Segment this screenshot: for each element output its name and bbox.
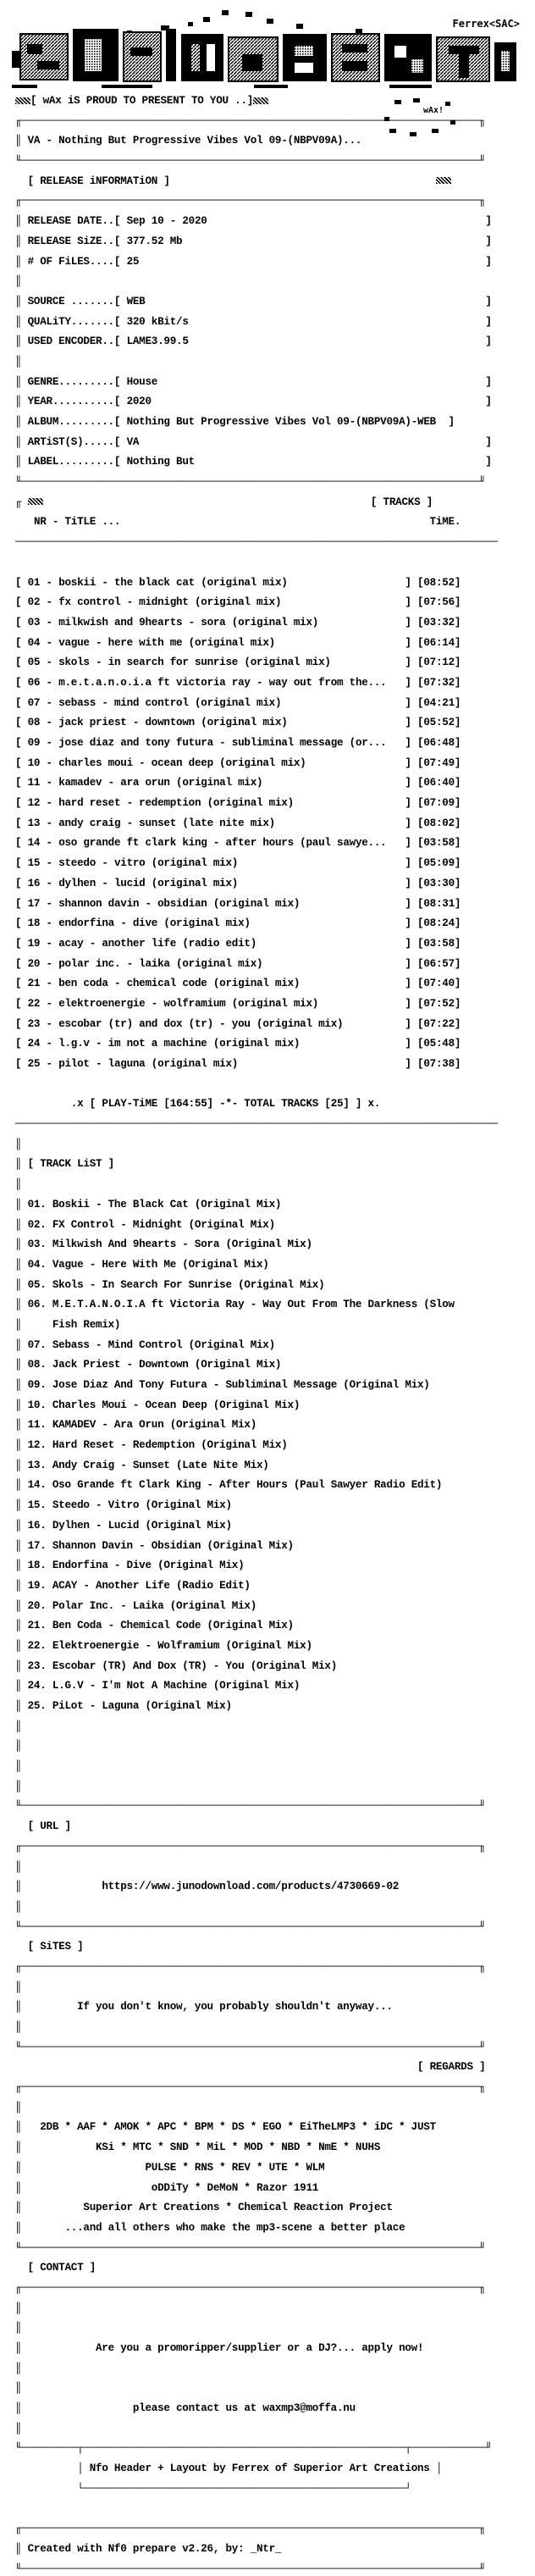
nfo-document <box>15 97 498 2574</box>
track-number: 20 <box>27 957 41 970</box>
created-top-border: ╓──────────────────────────────────────────────────────────────────────────╖ <box>15 2523 486 2535</box>
track-title: milkwish and 9hearts - sora (original mix) <box>58 616 319 629</box>
tracklist-item: ║ 06. M.E.T.A.N.O.I.A ft Victoria Ray - Way Out From The Darkness (Slow <box>15 1299 455 1311</box>
info-encoder: ║ USED ENCODER..[ LAME3.99.5 ] <box>15 335 492 348</box>
section-spacer: ║ <box>15 2362 22 2374</box>
track-title: acay - another life (radio edit) <box>58 937 257 950</box>
label-value: Nothing But <box>126 456 195 468</box>
regards-group: ...and all others who make the mp3-scene a better place <box>64 2221 405 2234</box>
section-spacer: ║ <box>15 1720 22 1732</box>
track-number: 14 <box>27 837 41 850</box>
tracklist-item: ║ 09. Jose Diaz And Tony Futura - Subliminal Message (Original Mix) <box>15 1379 430 1391</box>
track-list-heading: TRACK LiST <box>40 1158 102 1171</box>
info-artist: ║ ARTiST(S).....[ VA ] <box>15 435 492 448</box>
tracks-header: ╓ [ TRACKS ] <box>15 496 433 508</box>
tracklist-bottom-border: ╙──────────────────────────────────────────────────────────────────────────╜ <box>15 1800 486 1813</box>
regards-line: ║ Superior Art Creations * Chemical Reaction Project <box>15 2202 393 2214</box>
track-time: 05:52 <box>423 717 455 729</box>
tracklist-entry: 03. Milkwish And 9hearts - Sora (Original Mix) <box>27 1238 312 1251</box>
section-spacer: ║ <box>15 1900 22 1913</box>
track-number: 08 <box>27 717 41 729</box>
track-number: 03 <box>27 616 41 629</box>
tracklist-entry: 25. PiLot - Laguna (Original Mix) <box>27 1700 232 1712</box>
tracklist-item: ║ 14. Oso Grande ft Clark King - After Hours (Paul Sawyer Radio Edit) <box>15 1479 443 1492</box>
tracklist-item: ║ 01. Boskii - The Black Cat (Original Mix) <box>15 1198 282 1210</box>
section-spacer: ║ <box>15 1760 22 1773</box>
track-time: 03:32 <box>423 616 455 629</box>
track-row: [ 03 - milkwish and 9hearts - sora (original mix) ] [03:32] <box>15 616 461 629</box>
track-number: 15 <box>27 857 41 870</box>
info-release-size: ║ RELEASE SiZE..[ 377.52 Mb ] <box>15 235 492 247</box>
track-row: [ 08 - jack priest - downtown (original mix) ] [05:52] <box>15 717 461 729</box>
tracklist-item: ║ 19. ACAY - Another Life (Radio Edit) <box>15 1579 251 1592</box>
track-row: [ 22 - elektroenergie - wolframium (original mix) ] [07:52] <box>15 997 461 1010</box>
track-time: 06:57 <box>423 957 455 970</box>
tracklist-item: ║ 02. FX Control - Midnight (Original Mix) <box>15 1218 275 1231</box>
track-time: 07:22 <box>423 1017 455 1030</box>
track-time: 07:40 <box>423 978 455 990</box>
tracklist-item: ║ 20. Polar Inc. - Laika (Original Mix) <box>15 1599 257 1612</box>
tracklist-entry: 21. Ben Coda - Chemical Code (Original Mix) <box>27 1620 294 1632</box>
release-title-line: ║ VA - Nothing But Progressive Vibes Vol 09-(NBPV09A)... <box>15 135 362 147</box>
regards-header: [ REGARDS ] <box>15 2061 486 2074</box>
tracklist-item: ║ 16. Dylhen - Lucid (Original Mix) <box>15 1519 232 1532</box>
track-time: 07:32 <box>423 676 455 689</box>
tracklist-entry: 08. Jack Priest - Downtown (Original Mix) <box>27 1359 282 1371</box>
info-release-date: ║ RELEASE DATE..[ Sep 10 - 2020 ] <box>15 215 492 228</box>
track-title: escobar (tr) and dox (tr) - you (original mix) <box>58 1017 344 1030</box>
track-time: 08:02 <box>423 817 455 829</box>
track-number: 23 <box>27 1017 41 1030</box>
regards-bottom-border: ╙──────────────────────────────────────────────────────────────────────────╜ <box>15 2241 486 2254</box>
track-title: boskii - the black cat (original mix) <box>58 576 288 589</box>
track-row: [ 14 - oso grande ft clark king - after hours (paul sawye... ] [03:58] <box>15 837 461 850</box>
release-url[interactable]: https://www.junodownload.com/products/4730669-02 <box>102 1881 400 1893</box>
section-spacer: ║ <box>15 2021 22 2033</box>
tracks-top-border: ────────────────────────────────────────────────────────────────────────────── <box>15 536 498 549</box>
tracklist-item: ║ 18. Endorfina - Dive (Original Mix) <box>15 1559 245 1572</box>
tracklist-item: ║ 05. Skols - In Search For Sunrise (Original Mix) <box>15 1278 325 1291</box>
tracklist-entry: 07. Sebass - Mind Control (Original Mix) <box>27 1338 275 1351</box>
tracks-column-header <box>15 518 498 528</box>
tracklist-entry: 09. Jose Diaz And Tony Futura - Subliminal Message (Original Mix) <box>27 1379 430 1391</box>
track-time: 06:14 <box>423 636 455 649</box>
track-time: 07:12 <box>423 656 455 669</box>
track-row: [ 06 - m.e.t.a.n.o.i.a ft victoria ray - way out from the... ] [07:32] <box>15 676 461 689</box>
section-spacer: ║ <box>15 2101 22 2113</box>
track-row: [ 05 - skols - in search for sunrise (original mix) ] [07:12] <box>15 656 461 669</box>
section-spacer: ║ <box>15 1980 22 1993</box>
track-number: 01 <box>27 576 41 589</box>
section-spacer: ║ <box>15 1860 22 1873</box>
track-row: [ 18 - endorfina - dive (original mix) ] [08:24] <box>15 917 461 930</box>
tracks-bottom-border: ────────────────────────────────────────────────────────────────────────────── <box>15 1118 498 1131</box>
created-line: ║ Created with Nf0 prepare v2.26, by: _Ntr_ <box>15 2542 282 2555</box>
tracklist-entry: 16. Dylhen - Lucid (Original Mix) <box>27 1519 232 1532</box>
track-number: 21 <box>27 978 41 990</box>
playtime-line <box>15 1100 498 1110</box>
info-files: ║ # OF FiLES....[ 25 ] <box>15 255 492 268</box>
track-time: 08:24 <box>423 917 455 930</box>
track-title: endorfina - dive (original mix) <box>58 917 251 930</box>
tracklist-entry: 01. Boskii - The Black Cat (Original Mix) <box>27 1198 282 1210</box>
tracklist-item: ║ 10. Charles Moui - Ocean Deep (Original Mix) <box>15 1399 301 1411</box>
tracklist-entry: 06. M.E.T.A.N.O.I.A ft Victoria Ray - Way Out From The Darkness (Slow <box>27 1299 455 1311</box>
track-time: 04:21 <box>423 696 455 709</box>
created-bottom-border: ╙──────────────────────────────────────────────────────────────────────────╜ <box>15 2562 486 2575</box>
regards-top-border: ╓──────────────────────────────────────────────────────────────────────────╖ <box>15 2081 486 2094</box>
url-bottom-border: ╙──────────────────────────────────────────────────────────────────────────╜ <box>15 1920 486 1933</box>
track-title: l.g.v - im not a machine (original mix) <box>58 1038 301 1050</box>
footer-credit: Nfo Header + Layout by Ferrex of Superior Art Creations <box>89 2462 430 2475</box>
track-number: 07 <box>27 696 41 709</box>
wax-badge: wAx! <box>423 106 444 115</box>
tracklist-entry: 10. Charles Moui - Ocean Deep (Original Mix) <box>27 1399 301 1411</box>
track-time: 06:48 <box>423 737 455 749</box>
tracklist-entry: 23. Escobar (TR) And Dox (TR) - You (Original Mix) <box>27 1659 337 1672</box>
track-number: 10 <box>27 756 41 769</box>
tracklist-item: ║ 21. Ben Coda - Chemical Code (Original Mix) <box>15 1620 294 1632</box>
track-title: oso grande ft clark king - after hours (paul sawye... <box>58 837 387 850</box>
tracklist-item: ║ 13. Andy Craig - Sunset (Late Nite Mix) <box>15 1459 269 1471</box>
track-time: 08:52 <box>423 576 455 589</box>
tracklist-entry: 19. ACAY - Another Life (Radio Edit) <box>27 1579 251 1592</box>
sites-text: If you don't know, you probably shouldn't anyway... <box>77 2001 393 2014</box>
tracklist-entry: 11. KAMADEV - Ara Orun (Original Mix) <box>27 1419 257 1432</box>
track-row: [ 21 - ben coda - chemical code (original mix) ] [07:40] <box>15 978 461 990</box>
tracklist-item: ║ 25. PiLot - Laguna (Original Mix) <box>15 1700 232 1712</box>
track-row: [ 07 - sebass - mind control (original mix) ] [04:21] <box>15 696 461 709</box>
files-count-value: 25 <box>126 255 140 268</box>
url-heading: URL <box>40 1820 59 1833</box>
track-row: [ 12 - hard reset - redemption (original mix) ] [07:09] <box>15 797 461 810</box>
track-row: [ 23 - escobar (tr) and dox (tr) - you (original mix) ] [07:22] <box>15 1017 461 1030</box>
hatch-block-icon <box>15 97 30 104</box>
track-time: 05:09 <box>423 857 455 870</box>
track-number: 11 <box>27 777 41 789</box>
track-row: [ 20 - polar inc. - laika (original mix) ] [06:57] <box>15 957 461 970</box>
track-row: [ 19 - acay - another life (radio edit) ] [03:58] <box>15 937 461 950</box>
tracklist-entry: 14. Oso Grande ft Clark King - After Hours (Paul Sawyer Radio Edit) <box>27 1479 443 1492</box>
hatch-block-icon <box>253 97 268 104</box>
section-spacer <box>15 2505 498 2515</box>
track-number: 04 <box>27 636 41 649</box>
contact-header: [ CONTACT ] <box>15 2262 97 2274</box>
track-title: elektroenergie - wolframium (original mix) <box>58 997 319 1010</box>
tracks-spacer <box>15 558 498 568</box>
track-title: jack priest - downtown (original mix) <box>58 717 288 729</box>
release-info-header: [ RELEASE iNFORMATiON ] <box>15 177 498 187</box>
track-time: 03:30 <box>423 877 455 889</box>
release-title: VA - Nothing But Progressive Vibes Vol 09-(NBPV09A)... <box>27 135 362 147</box>
section-spacer: ║ <box>15 2302 22 2314</box>
created-with: Created with Nf0 prepare v2.26, by: _Ntr_ <box>27 2542 282 2555</box>
track-time: 06:40 <box>423 777 455 789</box>
source-value: WEB <box>126 295 146 307</box>
tracklist-entry: 12. Hard Reset - Redemption (Original Mix) <box>27 1439 288 1452</box>
info-genre: ║ GENRE.........[ House ] <box>15 375 492 388</box>
proud-line: [ wAx iS PROUD TO PRESENT TO YOU ..] <box>15 97 498 107</box>
url-top-border: ╓──────────────────────────────────────────────────────────────────────────╖ <box>15 1840 486 1853</box>
track-number: 13 <box>27 817 41 829</box>
regards-group: PULSE * RNS * REV * UTE * WLM <box>145 2161 325 2174</box>
track-title: charles moui - ocean deep (original mix) <box>58 756 306 769</box>
tracklist-entry: 17. Shannon Davin - Obsidian (Original Mix) <box>27 1539 294 1552</box>
nr-title-column: NR - TiTLE ... <box>33 516 121 529</box>
footer-credit-line: │ Nfo Header + Layout by Ferrex of Superior Art Creations │ <box>15 2462 443 2475</box>
hatch-block-icon <box>28 498 43 505</box>
track-row: [ 25 - pilot - laguna (original mix) ] [07:38] <box>15 1058 461 1070</box>
track-title: fx control - midnight (original mix) <box>58 596 282 609</box>
genre-value: House <box>126 375 158 388</box>
tracklist-entry: 05. Skols - In Search For Sunrise (Original Mix) <box>27 1278 325 1291</box>
track-title: steedo - vitro (original mix) <box>58 857 239 870</box>
track-time: 07:49 <box>423 756 455 769</box>
track-title: hard reset - redemption (original mix) <box>58 797 294 810</box>
release-size-value: 377.52 Mb <box>126 235 183 247</box>
tracklist-item: ║ 17. Shannon Davin - Obsidian (Original Mix) <box>15 1539 294 1552</box>
tracks-spacer <box>15 1080 498 1090</box>
contact-top-border: ╓──────────────────────────────────────────────────────────────────────────╖ <box>15 2281 486 2294</box>
track-title: skols - in search for sunrise (original mix) <box>58 656 331 669</box>
track-number: 06 <box>27 676 41 689</box>
track-time: 05:48 <box>423 1038 455 1050</box>
track-number: 05 <box>27 656 41 669</box>
track-title: andy craig - sunset (late nite mix) <box>58 817 275 829</box>
info-label: ║ LABEL.........[ Nothing But ] <box>15 456 492 468</box>
proud-text: wAx iS PROUD TO PRESENT TO YOU .. <box>42 95 247 107</box>
track-number: 22 <box>27 997 41 1010</box>
contact-apply-text: Are you a promoripper/supplier or a DJ?... apply now! <box>96 2342 424 2354</box>
tracklist-item: ║ 23. Escobar (TR) And Dox (TR) - You (Original Mix) <box>15 1659 337 1672</box>
track-title: jose diaz and tony futura - subliminal message (or... <box>58 737 387 749</box>
track-row: [ 01 - boskii - the black cat (original mix) ] [08:52] <box>15 576 461 589</box>
track-row: [ 10 - charles moui - ocean deep (original mix) ] [07:49] <box>15 756 461 769</box>
url-header: [ URL ] <box>15 1820 71 1833</box>
info-bottom-border: ╙──────────────────────────────────────────────────────────────────────────╜ <box>15 476 486 489</box>
info-spacer: ║ <box>15 355 22 368</box>
title-border: ╓──────────────────────────────────────────────────────────────────────────╖ <box>15 114 486 127</box>
section-spacer: ║ <box>15 1780 22 1792</box>
section-spacer: ║ <box>15 2382 22 2395</box>
time-column: TiME. <box>429 516 461 529</box>
track-number: 19 <box>27 937 41 950</box>
track-row: [ 16 - dylhen - lucid (original mix) ] [03:30] <box>15 877 461 889</box>
playtime-summary: .x [ PLAY-TiME [164:55] -*- TOTAL TRACKS [25] ] x. <box>70 1098 381 1111</box>
tracklist-entry: 02. FX Control - Midnight (Original Mix) <box>27 1218 275 1231</box>
section-spacer: ║ <box>15 1138 22 1150</box>
contact-email-text: please contact us at waxmp3@moffa.nu <box>132 2402 356 2415</box>
track-row: [ 04 - vague - here with me (original mix) ] [06:14] <box>15 636 461 649</box>
contact-line-1: ║ Are you a promoripper/supplier or a DJ?... apply now! <box>15 2342 424 2354</box>
track-row: [ 15 - steedo - vitro (original mix) ] [05:09] <box>15 857 461 870</box>
encoder-value: LAME3.99.5 <box>126 335 189 348</box>
tracklist-item: ║ 11. KAMADEV - Ara Orun (Original Mix) <box>15 1419 257 1432</box>
track-number: 02 <box>27 596 41 609</box>
track-number: 24 <box>27 1038 41 1050</box>
quality-value: 320 kBit/s <box>126 315 189 328</box>
track-time: 03:58 <box>423 937 455 950</box>
tracklist-item: ║ 12. Hard Reset - Redemption (Original Mix) <box>15 1439 288 1452</box>
track-title: kamadev - ara orun (original mix) <box>58 777 263 789</box>
track-row: [ 11 - kamadev - ara orun (original mix) ] [06:40] <box>15 777 461 789</box>
tracklist-entry: 18. Endorfina - Dive (Original Mix) <box>27 1559 245 1572</box>
section-spacer: ║ <box>15 2422 22 2435</box>
sites-top-border: ╓──────────────────────────────────────────────────────────────────────────╖ <box>15 1960 486 1973</box>
track-row: [ 24 - l.g.v - im not a machine (original mix) ] [05:48] <box>15 1038 461 1050</box>
tracklist-item: ║ 07. Sebass - Mind Control (Original Mix) <box>15 1338 275 1351</box>
footer-credit-border: └────────────────────────────────────────────────────┘ <box>15 2482 411 2495</box>
tracklist-entry: 15. Steedo - Vitro (Original Mix) <box>27 1499 232 1512</box>
tracklist-entry: 24. L.G.V - I'm Not A Machine (Original Mix) <box>27 1680 301 1692</box>
track-time: 07:56 <box>423 596 455 609</box>
track-row: [ 02 - fx control - midnight (original mix) ] [07:56] <box>15 596 461 609</box>
track-row: [ 13 - andy craig - sunset (late nite mix) ] [08:02] <box>15 817 461 829</box>
track-number: 17 <box>27 897 41 910</box>
tracklist-item: ║ 22. Elektroenergie - Wolframium (Original Mix) <box>15 1639 312 1652</box>
track-title: sebass - mind control (original mix) <box>58 696 282 709</box>
section-spacer: ║ <box>15 1178 22 1191</box>
track-number: 12 <box>27 797 41 810</box>
regards-group: Superior Art Creations * Chemical Reaction Project <box>83 2202 393 2214</box>
ascii-art-credit: Ferrex<SAC> <box>452 18 520 30</box>
track-time: 03:58 <box>423 837 455 850</box>
info-quality: ║ QUALiTY.......[ 320 kBit/s ] <box>15 315 492 328</box>
info-spacer: ║ <box>15 275 22 288</box>
info-source: ║ SOURCE .......[ WEB ] <box>15 295 492 307</box>
info-album: ║ ALBUM.........[ Nothing But Progressive Vibes Vol 09-(NBPV09A)-WEB ] <box>15 416 455 428</box>
sites-bottom-border: ╙──────────────────────────────────────────────────────────────────────────╜ <box>15 2041 486 2053</box>
regards-group: oDDiTy * DeMoN * Razor 1911 <box>151 2181 319 2194</box>
year-value: 2020 <box>126 396 152 408</box>
track-row: [ 17 - shannon davin - obsidian (original mix) ] [08:31] <box>15 897 461 910</box>
regards-line: ║ ...and all others who make the mp3-scene a better place <box>15 2221 405 2234</box>
track-time: 07:09 <box>423 797 455 810</box>
track-list-header: ║ [ TRACK LiST ] <box>15 1158 114 1171</box>
release-date-value: Sep 10 - 2020 <box>126 215 207 228</box>
url-line: ║ https://www.junodownload.com/products/4730669-02 <box>15 1881 400 1893</box>
sites-line: ║ If you don't know, you probably shouldn't anyway... <box>15 2001 393 2014</box>
info-year: ║ YEAR..........[ 2020 ] <box>15 396 492 408</box>
contact-line-2: ║ please contact us at waxmp3@moffa.nu <box>15 2402 356 2415</box>
regards-line: ║ PULSE * RNS * REV * UTE * WLM <box>15 2161 325 2174</box>
album-value: Nothing But Progressive Vibes Vol 09-(NBPV09A)-WEB <box>126 416 436 428</box>
track-title: shannon davin - obsidian (original mix) <box>58 897 301 910</box>
regards-heading: REGARDS <box>429 2061 473 2074</box>
regards-group: 2DB * AAF * AMOK * APC * BPM * DS * EGO * EiTheLMP3 * iDC * JUST <box>40 2121 436 2134</box>
regards-line: ║ 2DB * AAF * AMOK * APC * BPM * DS * EGO * EiTheLMP3 * iDC * JUST <box>15 2121 436 2134</box>
tracklist-entry: 20. Polar Inc. - Laika (Original Mix) <box>27 1599 257 1612</box>
sites-header: [ SiTES ] <box>15 1941 84 1953</box>
track-time: 07:52 <box>423 997 455 1010</box>
tracklist-item: ║ 15. Steedo - Vitro (Original Mix) <box>15 1499 232 1512</box>
track-number: 09 <box>27 737 41 749</box>
sites-heading: SiTES <box>40 1941 71 1953</box>
tracklist-entry: 13. Andy Craig - Sunset (Late Nite Mix) <box>27 1459 269 1471</box>
track-number: 18 <box>27 917 41 930</box>
track-title: pilot - laguna (original mix) <box>58 1058 239 1070</box>
tracklist-entry: Fish Remix) <box>27 1318 121 1331</box>
section-spacer: ║ <box>15 2322 22 2335</box>
tracklist-entry: 04. Vague - Here With Me (Original Mix) <box>27 1258 269 1271</box>
track-title: dylhen - lucid (original mix) <box>58 877 239 889</box>
tracklist-item: ║ 24. L.G.V - I'm Not A Machine (Original Mix) <box>15 1680 301 1692</box>
wax-ascii-logo <box>0 0 535 103</box>
artist-value: VA <box>126 435 140 448</box>
track-time: 07:38 <box>423 1058 455 1070</box>
contact-bottom-border: ╙─────────┬────────────────────────────────────────────────────┬────────────╜ <box>15 2442 492 2455</box>
regards-group: KSi * MTC * SND * MiL * MOD * NBD * NmE * NUHS <box>96 2141 381 2154</box>
tracklist-item: ║ 08. Jack Priest - Downtown (Original Mix) <box>15 1359 282 1371</box>
regards-line: ║ oDDiTy * DeMoN * Razor 1911 <box>15 2181 319 2194</box>
tracklist-entry: 22. Elektroenergie - Wolframium (Original Mix) <box>27 1639 312 1652</box>
track-title: m.e.t.a.n.o.i.a ft victoria ray - way out from the... <box>58 676 387 689</box>
track-time: 08:31 <box>423 897 455 910</box>
track-title: vague - here with me (original mix) <box>58 636 275 649</box>
tracklist-item: ║ 03. Milkwish And 9hearts - Sora (Original Mix) <box>15 1238 312 1251</box>
tracklist-item: ║ 04. Vague - Here With Me (Original Mix) <box>15 1258 269 1271</box>
tracks-heading: TRACKS <box>383 496 421 508</box>
track-number: 25 <box>27 1058 41 1070</box>
track-title: polar inc. - laika (original mix) <box>58 957 263 970</box>
contact-heading: CONTACT <box>40 2262 84 2274</box>
title-border-bottom: ╙──────────────────────────────────────────────────────────────────────────╜ <box>15 155 486 168</box>
track-number: 16 <box>27 877 41 889</box>
release-info-heading: RELEASE iNFORMATiON <box>40 175 158 187</box>
regards-line: ║ KSi * MTC * SND * MiL * MOD * NBD * NmE * NUHS <box>15 2141 381 2154</box>
track-row: [ 09 - jose diaz and tony futura - subliminal message (or... ] [06:48] <box>15 737 461 749</box>
hatch-block-icon <box>436 177 451 184</box>
info-top-border: ╓──────────────────────────────────────────────────────────────────────────╖ <box>15 195 486 208</box>
track-title: ben coda - chemical code (original mix) <box>58 978 301 990</box>
section-spacer: ║ <box>15 1740 22 1753</box>
tracklist-item: ║ Fish Remix) <box>15 1318 121 1331</box>
